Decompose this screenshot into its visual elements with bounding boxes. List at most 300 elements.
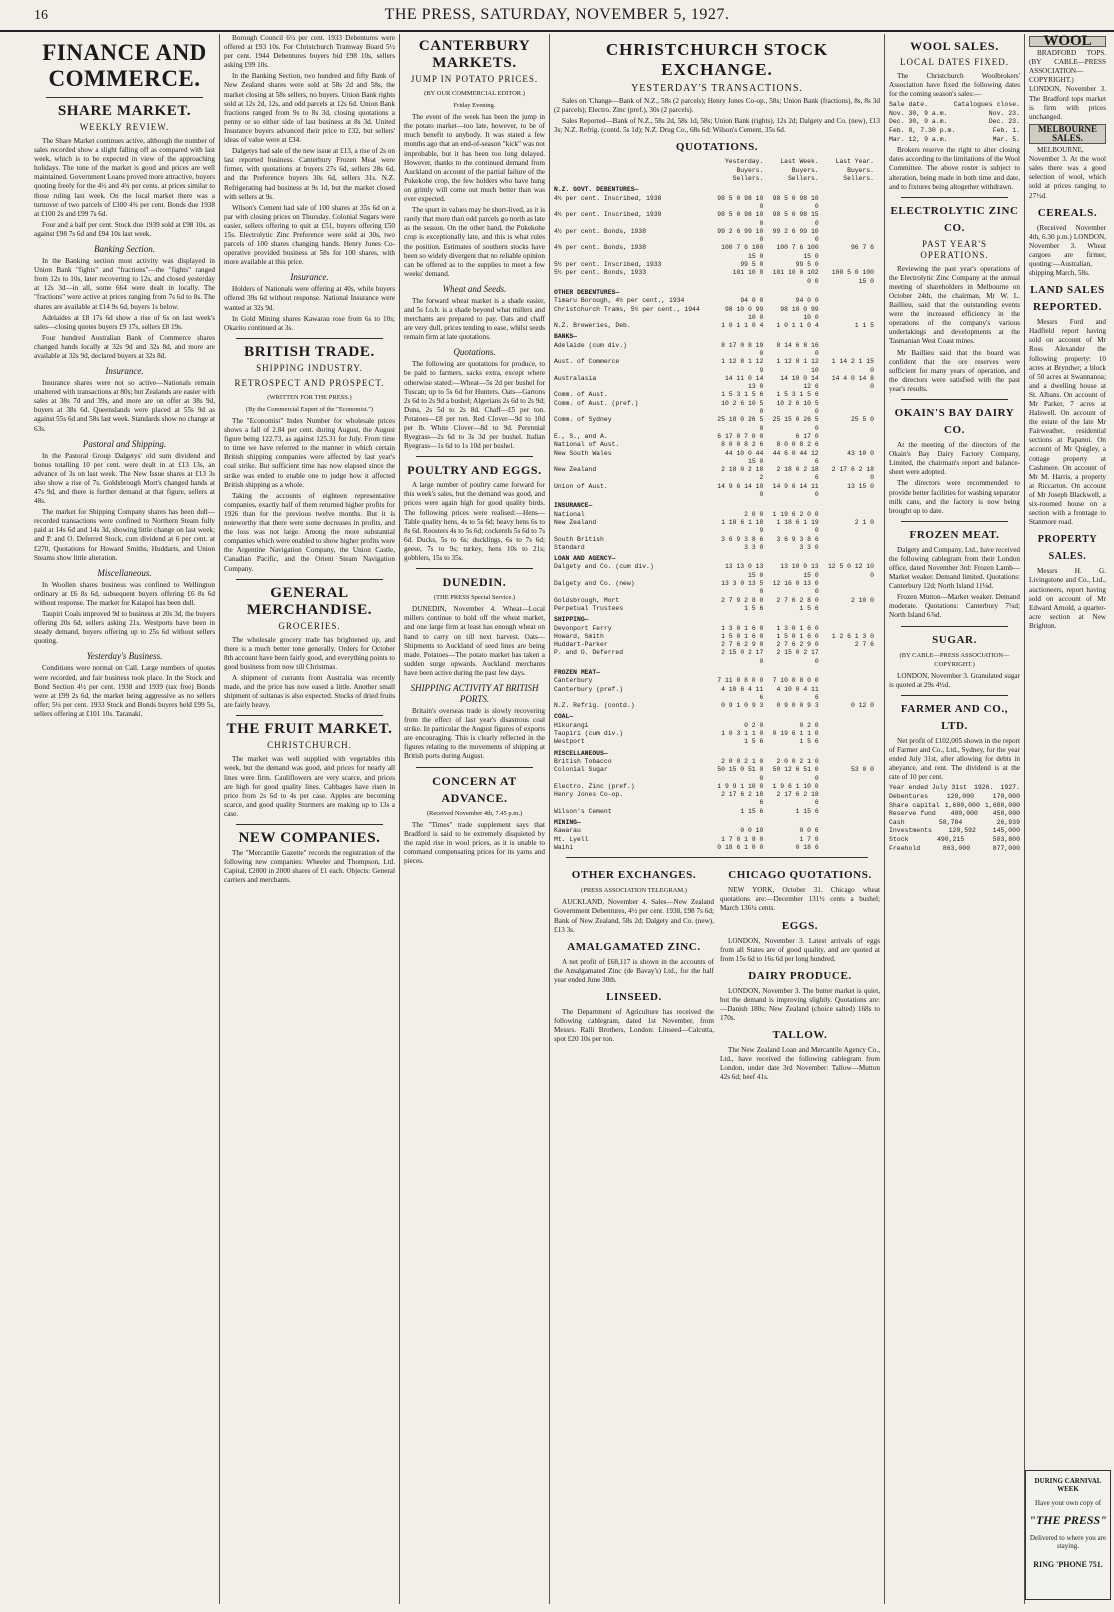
table-cell: 2 7 6 2 9 0 (721, 641, 764, 649)
table-cell: Nov. 30, 9 a.m. (889, 109, 948, 117)
ad-line: Have your own copy of (1034, 1499, 1102, 1507)
table-row (554, 836, 880, 844)
banner-wool: WOOL (1029, 36, 1106, 47)
lower-news-right (720, 863, 880, 1084)
article-paragraph: The New Zealand Loan and Mercantile Agency Co., Ltd., have received the following cablegram from London, under date 3rd November: Tallow—Mutton 42s 6d; beef 41s. (720, 1046, 880, 1082)
table-cell (825, 261, 880, 269)
article-paragraph: Adelaides at £8 17s 6d show a rise of 6s on last week's sales—closing quotes buyers £9 17s, sellers £8 19s. (34, 313, 215, 331)
divider (901, 521, 1008, 522)
banner-melbourne-sales: MELBOURNE SALES. (1029, 124, 1106, 144)
table-cell: Union of Aust. (554, 482, 608, 490)
table-cell (825, 211, 880, 228)
table-row (554, 641, 880, 649)
table-cell: Goldsbrough, Mort (554, 596, 620, 604)
table-cell: 490,215 (936, 835, 965, 843)
article-paragraph: Messrs Ford and Hadfield report having sold on account of Mr Ross Alexander the following property: 10 acres at Bryndwr; a block of 50 acres at Swannanoa; and a dwelling house at St. Albans. On account of Mr Parker, 7 acres at Halswell. On account of the estate of the late Mr Fairweather, residential sections at Papanui. On account of Mr Quigley, a cottage property at Cashmere. On account of Mr M. Harris, a property at Riccarton. On account of Mr Joseph Blackwell, a six-roomed house on a section with a frontage to Stanmore road. (1029, 318, 1106, 527)
table-cell: 170,000 (992, 792, 1020, 800)
lower-news-split (554, 863, 880, 1084)
section-heading: Yesterday's Business. (86, 651, 163, 662)
divider (236, 338, 383, 339)
table-cell: 2 18 0 2 18 2 (721, 466, 764, 482)
article-paragraph: Dalgety and Company, Ltd., have received the following cablegram from their London office, dated November 3rd: Frozen Lamb—Market weaker. Demand limited. Quotations: Canterbury 12d; North Island 11⅛d. (889, 545, 1020, 591)
article-paragraph: The following are quotations for produce, to be paid to farmers, sacks extra, except where otherwise stated:—Wheat—5s 2d per bushel for Tuscan; up to 5s 6d for Hunters. Oats—Gartons 2s 6d to 2s 9d a bushel; Algerians 2s 6d to 2s 9d; Duns, 2s 5d to 2s 8d. Chaff—£5 per ton. Potatoes—£8 per ton. Red Clover—9d to 10d per lb. White Clover—8d to 9d. Perennial Ryegrass—2s 6d to 3s 3d per bushel. Italian Ryegrass—1s 6d to 1s 10d per bushel. (404, 360, 545, 451)
table-cell (825, 722, 880, 730)
table-cell: Dalgety and Co. (cum div.) (554, 563, 654, 571)
table-cell (825, 827, 880, 835)
table-cell: 98 10 0 99 10 0 (724, 305, 764, 321)
article-paragraph: Insurance shares were not so active—Nationals remain unaltered with transactions at 80s; but Zealands are easier with sales at 38s 7d and 39s, and more are on offer at 38s 9d, buyers at 38s 6d. Queenslands were placed at 55s 9d as against 55s 6d and 58s last week. Standards show no change at 63s. (34, 379, 215, 433)
table-cell (825, 400, 880, 417)
table-cell: Timaru Borough, 4½ per cent., 1934 (554, 297, 685, 305)
headline-okains-bay: OKAIN'S BAY DAIRY CO. (894, 407, 1015, 437)
table-row (554, 297, 880, 305)
table-row (889, 127, 1020, 136)
table-group-heading: OTHER DEBENTURES— (554, 288, 620, 296)
column-canterbury-markets (400, 34, 550, 1604)
divider (566, 857, 868, 858)
article-paragraph: Mr Baillieu said that the board was confident that the ore reserves were sufficient for many years of operation, and the directors were satisfied with the past year's results. (889, 348, 1020, 393)
headline-other-exchanges: OTHER EXCHANGES. (571, 869, 697, 882)
article-paragraph: LONDON, November 3. Granulated sugar is quoted at 29s 4½d. (889, 671, 1020, 689)
section-heading: Pastoral and Shipping. (82, 438, 167, 449)
table-cell: 99 2 6 99 10 0 (772, 227, 819, 244)
table-row (554, 322, 880, 330)
table-cell: Kawarau (554, 827, 581, 835)
headline-tallow: TALLOW. (772, 1029, 828, 1042)
table-header: 1926. (973, 784, 994, 792)
headline-frozen-meat: FROZEN MEAT. (909, 528, 1000, 541)
table-row (554, 605, 880, 613)
table-cell (825, 836, 880, 844)
table-cell: Westport (554, 738, 585, 746)
table-group-heading: MINING— (554, 819, 581, 827)
table-row (554, 342, 880, 359)
byline: (THE PRESS Special Service.) (433, 594, 516, 602)
table-cell: 1 2 6 1 3 0 (831, 632, 874, 640)
table-cell: 1 12 8 1 12 10 (776, 358, 819, 374)
table-row (554, 791, 880, 808)
article-paragraph: In the Banking Section, two hundred and fifty Bank of New Zealand shares were sold at 58s 2d and 58s, the market closing at 58s sellers, no buyers. Union Bank rights sold at 12s 2d, 12s, and odd parcels at 12s 6d. Union Bank fractions ranged from 9s to 8s 3d, closing quotations a penny or so either side of last business at 8s 3d. United Insurance buyers advanced their price to £32, but sellers' ideas of value were at £34. (224, 72, 395, 145)
table-group-heading: N.Z. GOVT. DEBENTURES— (554, 186, 639, 194)
article-paragraph: DUNEDIN, November 4. Wheat—Local millers continue to hold off the wheat market, and one large firm at least has enough wheat on hand to carry on till next harvest. Oats—Shipments to Auckland of seed lines are being made. Potatoes—The potato market has taken a sudden surge upwards. Auckland merchants have been active during the past few days. (404, 605, 545, 677)
table-row (554, 649, 880, 666)
table-row (554, 844, 880, 852)
table-cell (825, 536, 880, 544)
table-cell (825, 677, 880, 685)
table-cell: 1 18 6 1 19 0 (776, 518, 819, 535)
table-cell: 10 2 6 10 5 0 (776, 399, 819, 416)
headline-quotations: QUOTATIONS. (675, 141, 759, 154)
table-cell: 1 0 1 1 0 4 (721, 322, 764, 330)
table-cell: Dec. 30, 9 a.m. (889, 118, 948, 126)
table-cell: 94 0 0 (795, 297, 819, 305)
headline-amalgamated-zinc: AMALGAMATED ZINC. (567, 940, 701, 953)
table-row (889, 819, 1020, 828)
article-paragraph: The market for Shipping Company shares has been dull—recorded transactions were confined to Northern Steam fully paid at 14s 6d and 14s 3d, showing little change on last week; and P. and O. Deferred Stock, cum dividend at 6 per cent. at £270, Quotations for Howard Smiths, Huddarts, and Union Steams show little alteration. (34, 508, 215, 562)
headline-general-merchandise: GENERAL MERCHANDISE. (246, 584, 373, 618)
table-row (554, 358, 880, 375)
table-cell (825, 808, 880, 816)
table-row (889, 793, 1020, 802)
table-cell: National of Aust. (554, 441, 620, 449)
table-header-row (554, 158, 880, 183)
table-cell (825, 758, 880, 766)
table-cell: 12 16 0 13 0 0 (772, 580, 819, 596)
table-cell: 1,600,000 (944, 801, 980, 809)
table-row (554, 758, 880, 766)
table-cell: 2 10 0 (850, 596, 874, 604)
table-cell: 6 17 0 7 0 0 (717, 432, 764, 440)
table-cell: 1 14 2 1 15 0 (831, 358, 874, 374)
table-row (889, 110, 1020, 119)
newspaper-title: THE PRESS, SATURDAY, NOVEMBER 5, 1927. (384, 6, 730, 23)
table-group-heading: SHIPPING— (554, 616, 589, 624)
table-cell: 2 7 9 2 8 0 (721, 596, 764, 604)
table-row (554, 416, 880, 433)
article-paragraph: Holders of Nationals were offering at 40s, while buyers offered 39s 6d without response. National Insurance were wanted at 32s 9d. (224, 285, 395, 312)
table-row (554, 536, 880, 544)
article-paragraph: The Share Market continues active, although the number of sales recorded show a slight falling off as compared with last week, which is to be expected in view of the approaching holidays. The tone of the market is good and prices are well maintained. Government Loans proved more attractive, buyers quoting freely for the 4½ and 4¾ per cents. at prices similar to those ruling last week. On the local market there was a turnover of two parcels of £300 4¾ per cent. Bonds due 1938 at £100 2s and £99 7s 6d. (34, 137, 215, 218)
headline-property-sales: PROPERTY SALES. (1037, 534, 1098, 563)
table-cell: 2 15 0 2 17 0 (721, 649, 764, 665)
table-cell: 1 12 8 1 12 9 (721, 358, 764, 374)
table-row (554, 466, 880, 483)
table-cell: 4½ per cent. Bonds, 1938 (554, 227, 647, 235)
table-cell: 450,000 (992, 810, 1020, 818)
table-cell: 101 10 0 102 0 0 (772, 269, 819, 285)
table-row (554, 244, 880, 261)
article-paragraph: The "Mercantile Gazette" records the registration of the following new companies: Wheeler and Thompson, Ltd. Capital, £2000 in 2000 shares of £1 each. Objects: General carriers and merchants. (224, 849, 395, 885)
headline-linseed: LINSEED. (606, 990, 662, 1003)
article-paragraph: Britain's overseas trade is slowly recovering from the effect of last year's disastrous coal strike. In particular the August figures of exports are encouraging. This is clearly reflected in the figures relating to the movements of shipping at British ports during August. (404, 706, 545, 761)
article-paragraph: The directors were recommended to provide better facilities for washing separator milk cans, and the factory is now being brought up to date. (889, 479, 1020, 515)
headline-new-companies: NEW COMPANIES. (238, 830, 381, 846)
table-cell: 2 17 6 2 18 0 (831, 466, 874, 482)
subhead-potato-prices: JUMP IN POTATO PRICES. (410, 74, 539, 84)
table-cell: 12 5 0 12 10 0 (827, 563, 874, 579)
headline-poultry-eggs: POULTRY AND EGGS. (407, 463, 542, 478)
article-paragraph: In Gold Mining shares Kawarau rose from 6s to 10s; Okarito continued at 3s. (224, 314, 395, 332)
headline-dairy-produce: DAIRY PRODUCE. (748, 969, 852, 982)
article-paragraph: A large number of poultry came forward for this week's sales, but the demand was good, and prices were again high for good quality birds. The following prices were realised:—Hens—Table quality hens, 4s to 5s 6d; heavy hens 6s to 8s 6d. Roosters 4s to 5s 6d; cockerels 5s 6d to 7s 6d. Ducks, 5s to 6s; ducklings, 6s to 7s 6d; geese, 7s to 9s; turkey, hens 10s to 21s; gobblers, 15s to 35s. (404, 481, 545, 563)
column-wool-sales (885, 34, 1025, 1604)
table-cell: 44 6 0 44 12 6 (772, 449, 819, 465)
table-cell: 14 11 0 14 13 0 (724, 374, 764, 391)
table-cell (825, 686, 880, 703)
table-cell: Feb. 8, 7.30 p.m. (889, 127, 956, 135)
table-cell: 503,800 (992, 835, 1020, 843)
article-paragraph: Sales Reported—Bank of N.Z., 58s 2d, 58s 1d, 58s; Union Bank (rights), 12s 2d; Dalgety and Co. (new), £13 3s; N.Z. Refrig. (contd. 5s 1d); N.Z. Drug Co., 68s 6d; Wilson's Cement, 35s 6d. (554, 117, 880, 135)
table-cell: 5½ per cent. Inscribed, 1933 (554, 261, 662, 269)
table-cell (825, 433, 880, 441)
section-heading: Insurance. (105, 366, 144, 377)
article-paragraph: NEW YORK, October 31. Chicago wheat quotations are:—December 131½ cents a bushel; March 136¼ cents. (720, 886, 880, 913)
table-cell: 120,000 (946, 792, 974, 800)
divider (416, 456, 533, 457)
article-paragraph: Four hundred Australian Bank of Commerce shares changed hands locally at 32s 9d and 32s 8d, and more are available at 32s 9d, declared buyers at 32s 8d. (34, 333, 215, 360)
table-cell: 1 5 3 1 5 6 (721, 391, 764, 399)
article-paragraph: LONDON, November 3. Latest arrivals of eggs from all States are of good quality, and are quoted at from 15s 6d to 16s 6d per long hundred. (720, 936, 880, 963)
table-cell: E., S., and A. (554, 432, 608, 440)
table-cell: 1,600,000 (984, 801, 1020, 809)
table-cell: 8 0 0 8 2 6 (776, 441, 819, 449)
table-cell: 0 18 6 1 0 0 (717, 843, 764, 851)
table-cell: South British (554, 535, 604, 543)
article-paragraph: The "Times" trade supplement says that Bradford is said to be extremely disquieted by the rapid rise in wool prices, as it is unable to command compensating prices for its yarns and pieces. (404, 820, 545, 865)
table-cell: 1 7 0 1 8 0 (721, 835, 764, 843)
table-row (554, 306, 880, 323)
table-cell: 4 10 6 4 11 6 (721, 685, 764, 701)
table-cell (825, 649, 880, 666)
article-paragraph: The market was well supplied with vegetables this week, but the demand was good, and prices for nearly all lines were firm. Cauliflowers are very scarce, and prices are high for good quality lines. Cabbages have risen in price from 2s 6d to 4s per case. Apples are becoming scarce, and good quality Sturmers are making up to 13s a case. (224, 755, 395, 818)
table-row (554, 563, 880, 580)
article-paragraph: Taupiri Coals improved 9d to business at 20s 3d, the buyers offering 20s 6d, sellers asking 21s. Westports have been in steady demand, buyers offering up to 25s 6d without sellers quoting. (34, 610, 215, 646)
lower-news-left (554, 863, 714, 1084)
dateline: Friday Evening. (453, 102, 496, 110)
table-row (554, 730, 880, 738)
table-cell: 8 14 6 8 16 0 (776, 341, 819, 357)
table-cell: 863,000 (942, 844, 971, 852)
table-cell: Canterbury (554, 677, 593, 685)
article-paragraph: In the Banking section most activity was displayed in Union Bank "fights" and "fractions"—the "fights" ranged from 12s to 10s, later recovering to 12s, and closed yesterday at 12s 3d—in all, some 664 were dealt in locally. The "fractions" were active at prices ranging from 7s 6d to 8s. The shares are available at £14 9s 6d, buyers 1s below. (34, 257, 215, 311)
table-cell: Freehold (889, 844, 921, 852)
table-header: 1927. (1000, 784, 1020, 792)
table-cell: 1 0 3 1 1 0 (721, 730, 764, 738)
table-cell: 0 9 0 0 9 3 (776, 702, 819, 710)
table-header: Yesterday. Buyers. Sellers. (724, 158, 764, 183)
table-cell: 0 2 0 (799, 721, 819, 729)
table-row (554, 677, 880, 685)
table-cell: 2 17 6 2 18 6 (721, 791, 764, 807)
table-cell: 25 5 0 (850, 416, 874, 424)
table-cell: 1 1 5 (854, 322, 874, 330)
table-cell: 98 5 0 98 15 0 (772, 211, 819, 227)
table-row (554, 375, 880, 392)
article-paragraph: A net profit of £68,117 is shown in the accounts of the Amalgamated Zinc (de Bavay's) Ltd., for the half year ended June 30th. (554, 957, 714, 984)
divider (46, 97, 203, 98)
table-row (889, 836, 1020, 845)
table-cell: 100 7 6 100 15 0 (721, 244, 764, 260)
table-cell: 3 3 0 (799, 543, 819, 551)
article-paragraph: At the meeting of the directors of the Okain's Bay Dairy Factory Company, Limited, the chairman's report and balance-sheet were adopted. (889, 441, 1020, 477)
press-delivery-advert (1025, 1470, 1111, 1600)
headline-eggs: EGGS. (781, 919, 819, 932)
table-cell: New Zealand (554, 518, 597, 526)
table-cell (825, 228, 880, 245)
table-cell: 3 3 0 (744, 543, 764, 551)
table-row (554, 483, 880, 500)
page-header (0, 0, 1114, 32)
table-cell: 14 9 6 14 10 0 (717, 482, 764, 499)
article-paragraph: Dalgetys had sale of the new issue at £13, a rise of 2s on last reported business. Canterbury Frozen Meat were firmer, with quotations at buyers 27s 6d, sellers 28s 6d, and the Preference buyers 30s 6d, sellers 31s. N.Z. Refrigerating had business at 9s 1d, but the market closed with sellers at 9s. (224, 147, 395, 201)
table-row (554, 808, 880, 816)
table-cell (825, 441, 880, 449)
ad-line: Delivered to where you are staying. (1029, 1534, 1107, 1550)
table-cell: British Tobacco (554, 757, 612, 765)
table-cell: Investments (889, 827, 932, 835)
divider (416, 568, 533, 569)
table-cell: 25 15 0 26 5 0 (772, 416, 819, 432)
table-cell: 7 10 0 8 0 0 (772, 677, 819, 685)
table-row (554, 580, 880, 597)
wool-sales-table (889, 101, 1020, 144)
table-cell: Stock (889, 835, 909, 843)
table-cell: 100 5 0 100 15 0 (831, 269, 874, 285)
table-row (554, 738, 880, 746)
section-heading: Insurance. (290, 272, 329, 283)
table-row (554, 597, 880, 605)
table-cell (825, 342, 880, 359)
headline-cereals: CEREALS. (1037, 206, 1098, 219)
table-cell: 101 10 0 (732, 269, 764, 277)
table-cell: 13 13 0 13 15 0 (724, 563, 764, 579)
columns (30, 34, 1110, 1604)
table-cell: 2 7 6 2 8 0 (776, 596, 819, 604)
table-cell: 13 10 0 13 15 0 (780, 563, 819, 579)
table-cell (825, 391, 880, 399)
table-cell: 99 2 6 99 10 0 (717, 227, 764, 244)
table-cell: 98 10 0 99 10 0 (780, 305, 819, 321)
article-paragraph: Sales on 'Change—Bank of N.Z., 58s (2 parcels); Henry Jones Co-op., 58s; Union Bank (fractions), 8s, 8s 3d (2 parcels); Electro. Zinc (pref.), 30s (2 parcels). (554, 97, 880, 115)
table-cell: 4½ per cent. Inscribed, 1938 (554, 194, 662, 202)
table-cell: 3 6 9 3 8 6 (721, 535, 764, 543)
headline-stock-exchange: CHRISTCHURCH STOCK EXCHANGE. (605, 40, 829, 79)
table-cell (825, 544, 880, 552)
article-paragraph: Conditions were normal on Call. Large numbers of quotes were recorded, and fair business took place. In the Stock and Bond Section 4½ per cent. 1938 and 1939 (tax free) Bonds were at £99 2s 6d, the market being aggressive as no sellers offer; 5¼ per cent. 1933 Stock and Bonds buyers held £99 5s, sellers offering at £101 10s. Taranaki. (34, 664, 215, 718)
table-cell: National (554, 510, 585, 518)
table-group-heading: LOAN AND AGENCY— (554, 555, 616, 563)
subhead-transactions: YESTERDAY'S TRANSACTIONS. (631, 83, 803, 94)
table-cell: 0 18 6 (795, 843, 819, 851)
subhead-weekly-review: WEEKLY REVIEW. (79, 122, 170, 132)
table-cell: 14 10 0 14 12 6 (780, 374, 819, 391)
table-cell: 94 0 0 (740, 297, 764, 305)
table-cell: N.Z. Refrig. (contd.) (554, 702, 635, 710)
article-paragraph: MELBOURNE, November 3. At the wool sales there was a good selection of wool, which sold at prices ranging to 27½d. (1029, 146, 1106, 200)
table-row (554, 511, 880, 519)
table-row (554, 766, 880, 783)
table-cell: Standard (554, 543, 585, 551)
table-cell (825, 730, 880, 738)
table-cell: Wilson's Cement (554, 807, 612, 815)
article-paragraph: The wholesale grocery trade has brightened up, and there is a much better tone generally. Orders for October 8th account have been fairly good, and everything points to good business from now till Christmas. (224, 635, 395, 671)
byline: (BY CABLE—PRESS ASSOCIATION—COPYRIGHT.) (899, 651, 1010, 668)
table-cell: Cash (889, 818, 905, 826)
table-row (554, 441, 880, 449)
headline-canterbury-markets: CANTERBURY MARKETS. (418, 38, 531, 71)
table-row (889, 802, 1020, 811)
table-cell (825, 580, 880, 597)
table-cell: 1 3 0 1 6 0 (776, 624, 819, 632)
table-row (554, 783, 880, 791)
column-stock-exchange (550, 34, 885, 1604)
byline: (By the Commercial Expert of the "Economist.") (245, 405, 374, 413)
table-cell: 1 9 6 1 10 0 (772, 782, 819, 790)
table-header: Last Week. Buyers. Sellers. (780, 158, 819, 183)
table-cell: 13 3 0 13 5 0 (721, 580, 764, 596)
article-paragraph: Net profit of £102,005 shown in the report of Farmer and Co., Ltd., Sydney, for the year ended July 31st, after allowing for debts in abeyance, and rent. The dividend is at the rate of 10 per cent. (889, 736, 1020, 782)
table-cell: 99 5 0 (795, 261, 819, 269)
farmer-table (889, 784, 1020, 853)
table-cell: 26,939 (996, 818, 1020, 826)
table-cell: 8 17 0 8 19 0 (721, 341, 764, 357)
table-cell: 1 5 3 1 5 6 (776, 391, 819, 399)
table-cell (825, 625, 880, 633)
table-cell: 8 0 0 8 2 6 (721, 441, 764, 449)
table-header (554, 158, 714, 183)
table-cell: Howard, Smith (554, 632, 604, 640)
table-cell: New South Wales (554, 449, 612, 457)
headline-sugar: SUGAR. (932, 633, 977, 646)
table-cell: 53 0 0 (850, 766, 874, 774)
table-cell: 1 3 0 1 6 0 (721, 624, 764, 632)
subhead-groceries: GROCERIES. (278, 620, 341, 631)
table-cell: 400,000 (950, 810, 978, 818)
table-cell: 43 10 0 (847, 449, 874, 457)
byline: (BY OUR COMMERCIAL EDITOR.) (424, 90, 525, 97)
article-paragraph: Taking the accounts of eighteen representative companies, exactly half of them returned higher profits for 1926 than for the previous twelve months. But it is noteworthy that there were some decreases in profits, and the loss was not large. Among the more substantial companies which were enabled to show higher profits were the Argentine Navigation Company, the Union Castle, Canadian Pacific, and the Orient Steam Navigation Company. (224, 491, 395, 573)
table-cell: 1 7 0 (799, 835, 819, 843)
table-row (554, 722, 880, 730)
table-cell: 145,000 (992, 827, 1020, 835)
article-paragraph: A shipment of currants from Australia was recently made, and the price has now eased a little. Another small shipment of sultanas is also expected. Stocks of dried fruits are fairly heavy. (224, 673, 395, 710)
table-row (554, 228, 880, 245)
table-cell: Share capital (889, 801, 940, 809)
subhead-local-dates: LOCAL DATES FIXED. (900, 57, 1009, 67)
article-paragraph: Frozen Mutton—Market weaker. Demand moderate. Quotations: Canterbury 7¼d; North Island 6⅞d. (889, 593, 1020, 620)
table-header-row (889, 784, 1020, 793)
table-cell: 2 15 0 2 17 0 (776, 649, 819, 665)
headline-share-market: SHARE MARKET. (57, 103, 192, 119)
table-cell: 2 7 6 2 9 0 (776, 641, 819, 649)
article-paragraph: The forward wheat market is a shade easier, and 5s f.o.b. is a shade beyond what millers and merchants are prepared to pay. Oats and chaff are very dull, prices tending to ease, whilst seeds remain firm at late quotations. (404, 296, 545, 342)
table-cell: Canterbury (pref.) (554, 685, 624, 693)
table-group-heading: MISCELLANEOUS— (554, 749, 608, 757)
headline-british-trade: BRITISH TRADE. (244, 343, 375, 360)
article-paragraph: Wilson's Cement had sale of 100 shares at 35s 6d on a par with closing prices on Thursday. Colonial Sugars were easier, sellers offering to quit at £51, buyers offering £50 15s. Electrolytic Zinc Preference were sold at 30s, two parcels of 100 shares changing hands. Henry Jones Co-operative provided business at 58s for 100 shares, with more available at this price. (224, 203, 395, 267)
table-cell (825, 605, 880, 613)
subhead-christchurch: CHRISTCHURCH. (267, 740, 352, 751)
table-row (554, 625, 880, 633)
article-paragraph: Messrs H. G. Livingstone and Co., Ltd., auctioneers, report having sold on account of Mr Edward Arnold, a quarter-acre section at New Brighton. (1029, 567, 1106, 630)
subhead-past-year: PAST YEAR'S OPERATIONS. (920, 238, 989, 260)
table-row (554, 544, 880, 552)
section-heading: Banking Section. (94, 244, 155, 255)
table-row (554, 633, 880, 641)
section-heading: Wheat and Seeds. (442, 283, 507, 294)
article-paragraph: LONDON, November 3. The butter market is quiet, but the demand is improving slightly. Quotations are:—Danish 180s; New Zealand (choice salted) 168s to 170s. (720, 986, 880, 1023)
table-cell: 1 5 0 1 6 0 (776, 632, 819, 640)
article-paragraph: BRADFORD TOPS. (BY CABLE—PRESS ASSOCIATION—COPYRIGHT.) LONDON, November 3. The Bradford tops market is firm with prices unchanged. (1029, 49, 1106, 121)
article-paragraph: Four and a half per cent. Stock due 1939 sold at £98 10s, as against £98 7s 6d and £94 10s last week. (34, 220, 215, 238)
table-cell (825, 297, 880, 305)
table-header: Sale date. (889, 101, 929, 109)
table-cell: 25 18 0 26 5 0 (717, 416, 764, 432)
ad-heading: DURING CARNIVAL WEEK (1034, 1477, 1102, 1493)
table-row (889, 845, 1020, 854)
table-group-heading: INSURANCE— (554, 502, 593, 510)
table-cell: 4½ per cent. Inscribed, 1939 (554, 211, 662, 219)
divider (901, 399, 1008, 400)
table-cell: 98 5 0 98 10 0 (717, 211, 764, 227)
headline-concern-advance: CONCERN AT ADVANCE. (432, 773, 517, 805)
table-cell: 4¾ per cent. Bonds, 1938 (554, 244, 647, 252)
table-cell: Hikurangi (554, 721, 589, 729)
table-row (554, 195, 880, 212)
divider (901, 626, 1008, 627)
table-cell: 13 15 0 (847, 482, 874, 490)
table-cell: Comm. of Sydney (554, 416, 612, 424)
